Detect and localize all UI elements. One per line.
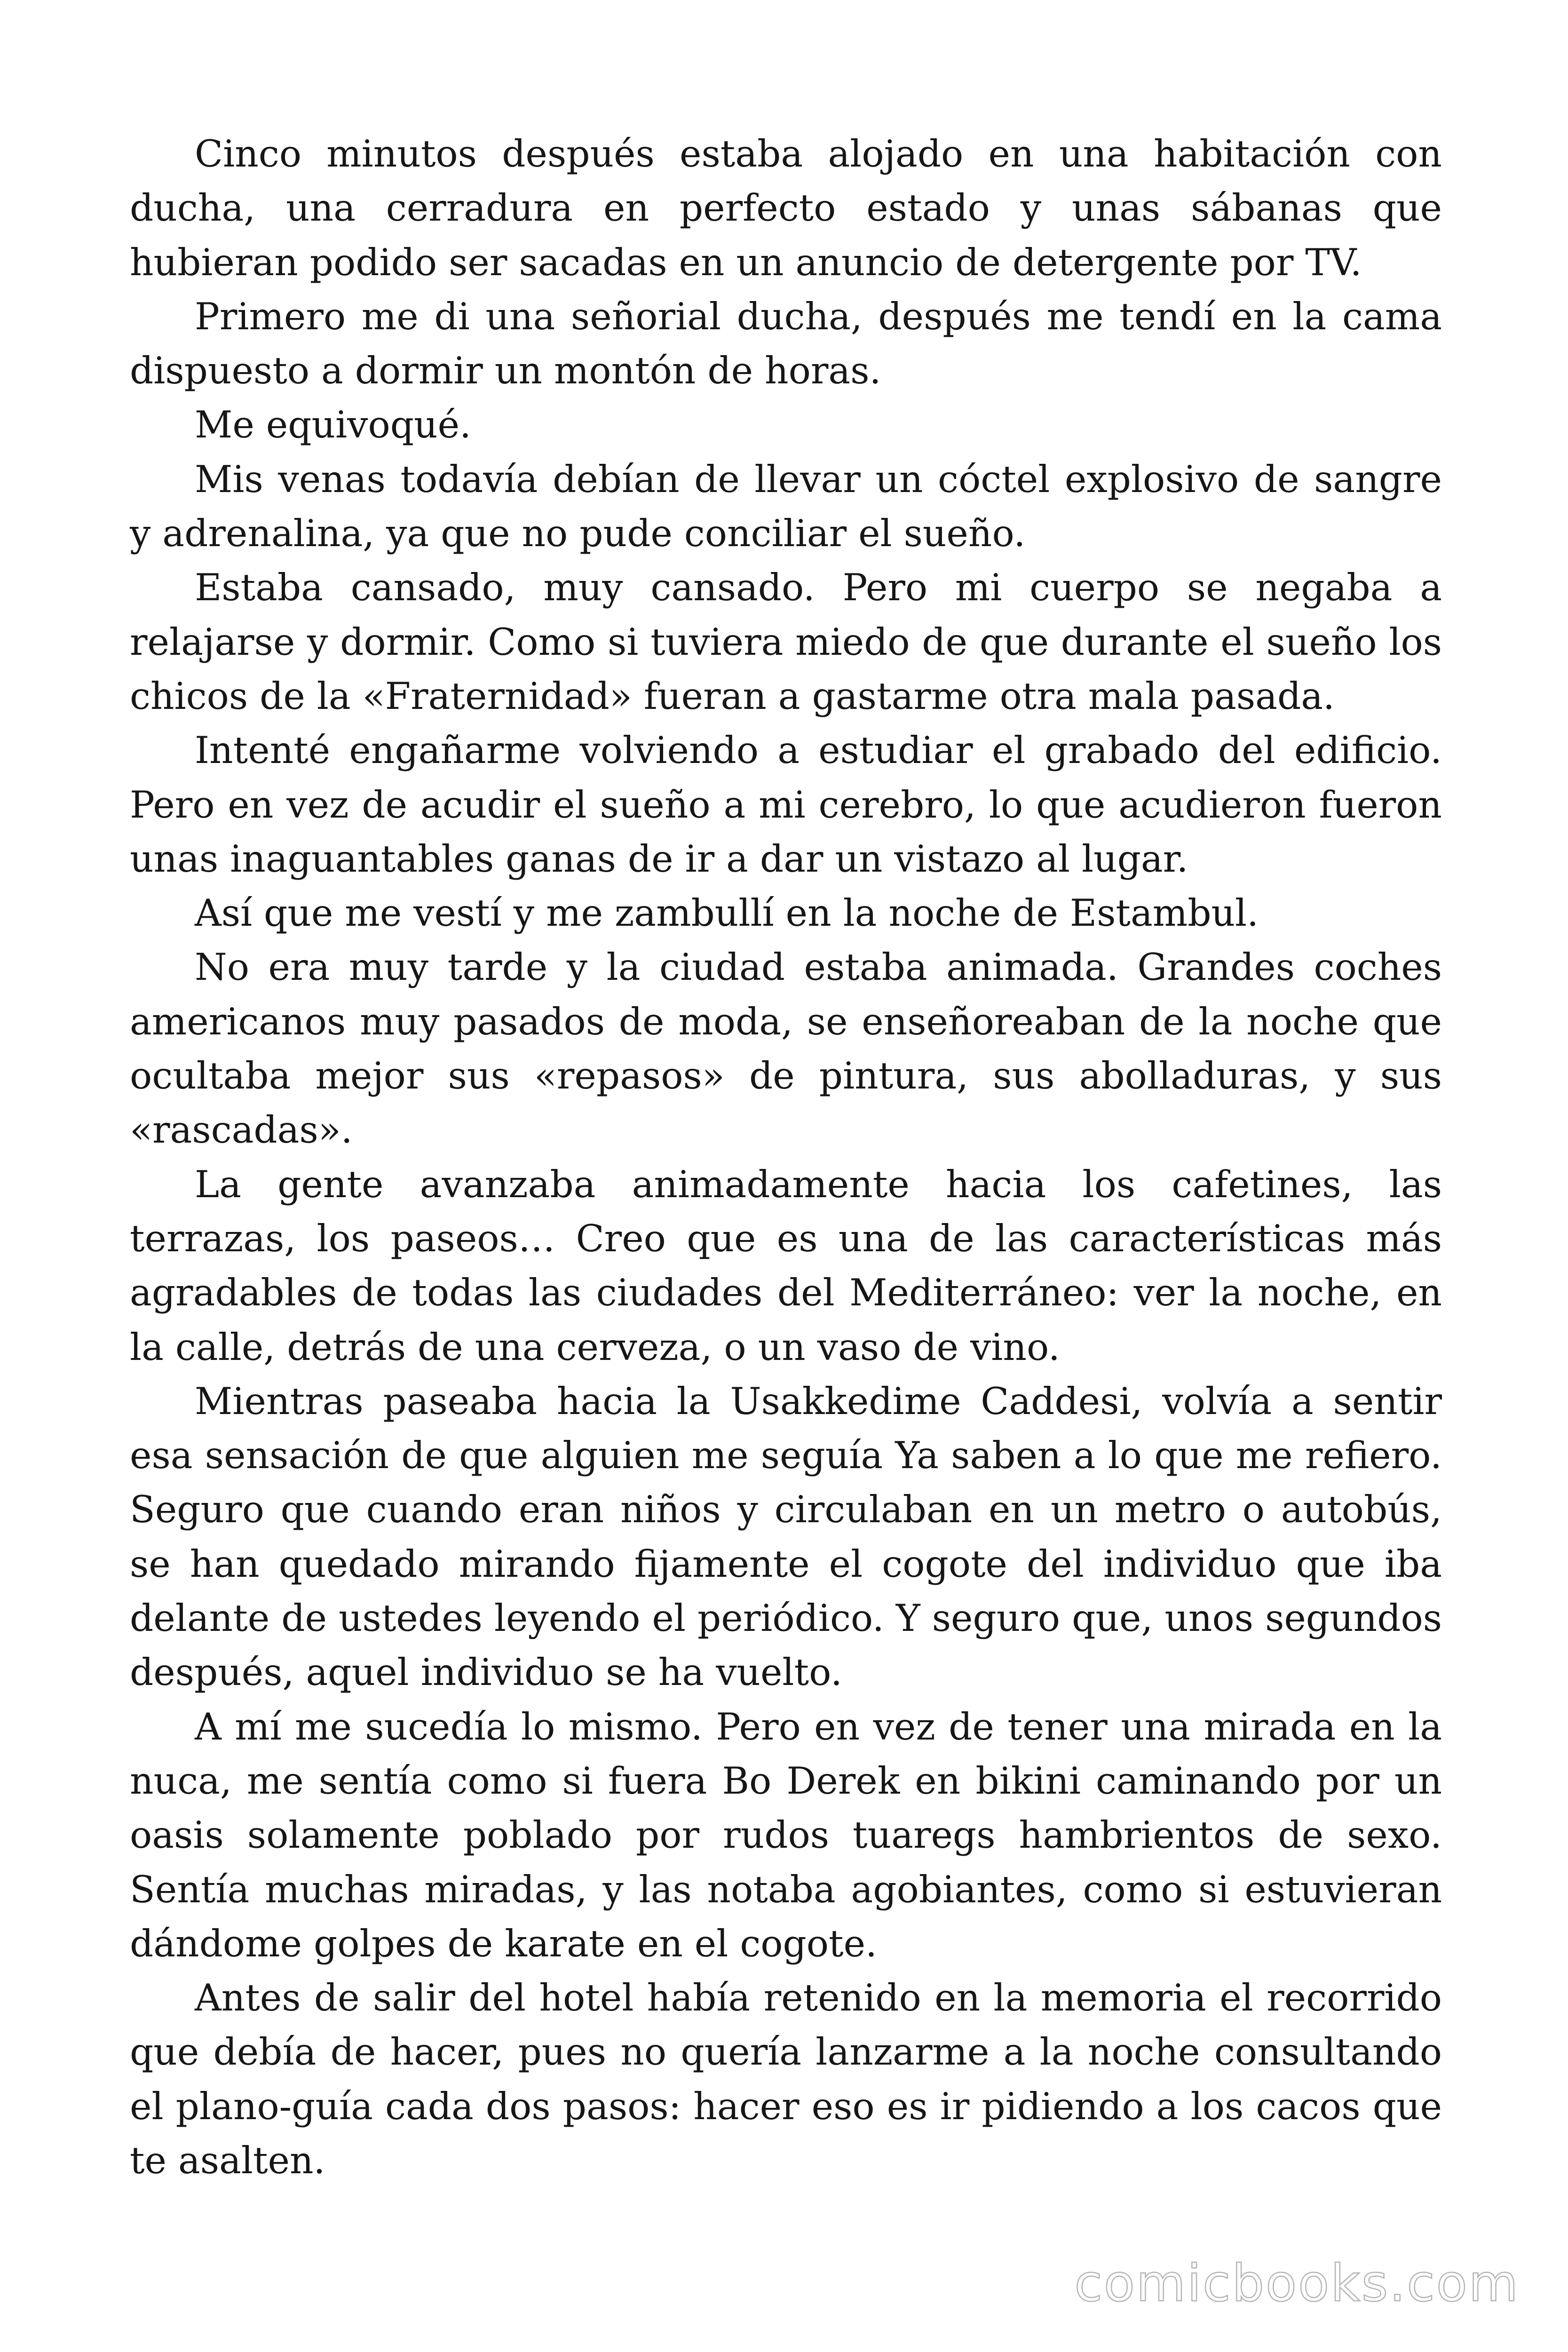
paragraph: Cinco minutos después estaba alojado en una habitación con ducha, una cerradura en perfecto estado y unas sábanas que hubieran podido ser sacadas en un anuncio de detergente por TV. <box>130 132 1442 284</box>
paragraph: Mientras paseaba hacia la Usakkedime Caddesi, volvía a sentir esa sensación de que alguien me seguía Ya saben a lo que me refiero. Seguro que cuando eran niños y circulaban en un metro o autobús, se han quedado mirando fijamente el cogote del individuo que iba delante de ustedes leyendo el periódico. Y seguro que, unos segundos después, aquel individuo se ha vuelto. <box>130 1379 1442 1694</box>
paragraph: Antes de salir del hotel había retenido en la memoria el recorrido que debía de hacer, pues no quería lanzarme a la noche consultando el plano-guía cada dos pasos: hacer eso es ir pidiendo a los cacos que te asalten. <box>130 1976 1442 2182</box>
paragraph: La gente avanzaba animadamente hacia los cafetines, las terrazas, los paseos… Creo que es una de las características más agradables de todas las ciudades del Mediterráneo: ver la noche, en la calle, detrás de una cerveza, o un vaso de vino. <box>130 1162 1442 1369</box>
book-page-text <box>130 127 1442 2188</box>
watermark: comicbooks.com <box>1074 2254 1520 2313</box>
paragraph: A mí me sucedía lo mismo. Pero en vez de tener una mirada en la nuca, me sentía como si fuera Bo Derek en bikini caminando por un oasis solamente poblado por rudos tuaregs hambrientos de sexo. Sentía muchas miradas, y las notaba agobiantes, como si estuvieran dándome golpes de karate en el cogote. <box>130 1705 1442 1965</box>
paragraph: No era muy tarde y la ciudad estaba animada. Grandes coches americanos muy pasados de moda, se enseñoreaban de la noche que ocultaba mejor sus «repasos» de pintura, sus abolladuras, y sus «rascadas». <box>130 946 1442 1152</box>
paragraph: Intenté engañarme volviendo a estudiar el grabado del edificio. Pero en vez de acudir el sueño a mi cerebro, lo que acudieron fueron unas inaguantables ganas de ir a dar un vistazo al lugar. <box>130 729 1442 881</box>
paragraph: Me equivoqué. <box>195 403 471 447</box>
paragraph: Primero me di una señorial ducha, después me tendí en la cama dispuesto a dormir un montón de horas. <box>130 294 1442 393</box>
paragraph: Estaba cansado, muy cansado. Pero mi cuerpo se negaba a relajarse y dormir. Como si tuviera miedo de que durante el sueño los chicos de la «Fraternidad» fueran a gastarme otra mala pasada. <box>130 566 1442 718</box>
paragraph: Mis venas todavía debían de llevar un cóctel explosivo de sangre y adrenalina, ya que no pude conciliar el sueño. <box>130 457 1442 556</box>
paragraph: Así que me vestí y me zambullí en la noche de Estambul. <box>195 891 1259 935</box>
